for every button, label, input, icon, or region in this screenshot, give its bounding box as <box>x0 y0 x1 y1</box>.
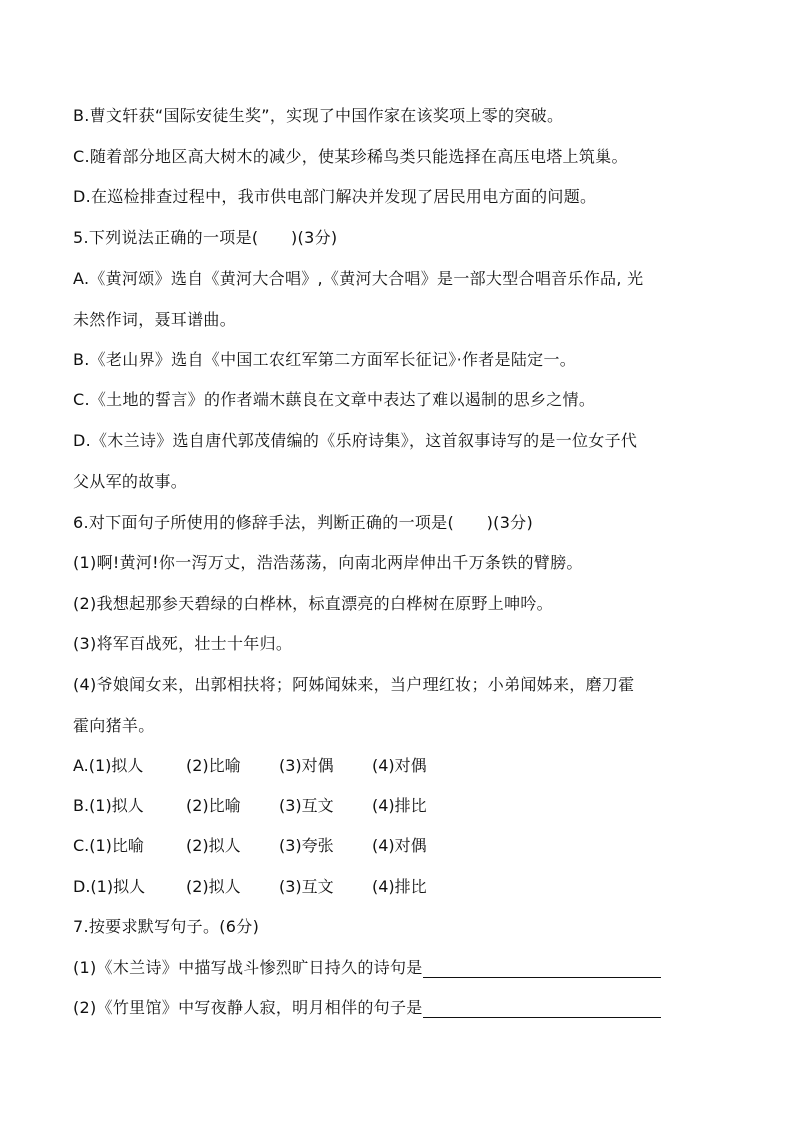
q4-option-b: B.曹文轩获“国际安徒生奖”，实现了中国作家在该奖项上零的突破。 <box>73 106 564 125</box>
q6-sentence-4-line2: 霍向猪羊。 <box>73 716 155 735</box>
q6-option-c <box>73 836 452 856</box>
q7-prompt-1 <box>73 958 733 978</box>
option-c-part-2: (2)拟人 <box>186 836 241 855</box>
q6-option-a <box>73 756 452 776</box>
q6-option-b <box>73 796 452 816</box>
option-b-part-4: (4)排比 <box>372 796 427 815</box>
q6-stem: 6.对下面句子所使用的修辞手法，判断正确的一项是( )(3分) <box>73 513 534 532</box>
q5-stem: 5.下列说法正确的一项是( )(3分) <box>73 228 338 247</box>
q7-prompt-2-text: (2)《竹里馆》中写夜静人寂，明月相伴的句子是 <box>73 998 423 1017</box>
option-c-part-1: C.(1)比喻 <box>73 836 144 855</box>
option-b-part-2: (2)比喻 <box>186 796 241 815</box>
q6-sentence-1: (1)啊!黄河!你一泻万丈，浩浩荡荡，向南北两岸伸出千万条铁的臂膀。 <box>73 553 583 572</box>
option-d-part-2: (2)拟人 <box>186 877 241 896</box>
q4-option-d: D.在巡检排查过程中，我市供电部门解决并发现了居民用电方面的问题。 <box>73 187 597 206</box>
q6-option-d <box>73 877 452 897</box>
option-a-part-1: A.(1)拟人 <box>73 756 144 775</box>
q5-option-a-line2: 未然作词，聂耳谱曲。 <box>73 310 237 329</box>
q5-option-d-line2: 父从军的故事。 <box>73 472 188 491</box>
option-b-part-1: B.(1)拟人 <box>73 796 144 815</box>
answer-blank-1[interactable] <box>423 959 661 978</box>
option-a-part-3: (3)对偶 <box>279 756 334 775</box>
option-d-part-1: D.(1)拟人 <box>73 877 146 896</box>
option-a-part-4: (4)对偶 <box>372 756 427 775</box>
q6-sentence-4-line1: (4)爷娘闻女来，出郭相扶将；阿姊闻妹来，当户理红妆；小弟闻姊来，磨刀霍 <box>73 675 635 694</box>
q7-stem: 7.按要求默写句子。(6分) <box>73 917 260 936</box>
q5-option-b: B.《老山界》选自《中国工农红军第二方面军长征记》·作者是陆定一。 <box>73 350 577 369</box>
option-c-part-4: (4)对偶 <box>372 836 427 855</box>
q7-prompt-2 <box>73 998 733 1018</box>
option-d-part-3: (3)互文 <box>279 877 334 896</box>
q6-sentence-3: (3)将军百战死，壮士十年归。 <box>73 634 293 653</box>
option-a-part-2: (2)比喻 <box>186 756 241 775</box>
option-b-part-3: (3)互文 <box>279 796 334 815</box>
q5-option-a-line1: A.《黄河颂》选自《黄河大合唱》,《黄河大合唱》是一部大型合唱音乐作品, 光 <box>73 269 644 288</box>
q4-option-c: C.随着部分地区高大树木的减少，使某珍稀鸟类只能选择在高压电塔上筑巢。 <box>73 147 628 166</box>
q5-option-c: C.《土地的誓言》的作者端木蕻良在文章中表达了难以遏制的思乡之情。 <box>73 390 596 409</box>
option-c-part-3: (3)夸张 <box>279 836 334 855</box>
q7-prompt-1-text: (1)《木兰诗》中描写战斗惨烈旷日持久的诗句是 <box>73 958 423 977</box>
option-d-part-4: (4)排比 <box>372 877 427 896</box>
q5-option-d-line1: D.《木兰诗》选自唐代郭茂倩编的《乐府诗集》，这首叙事诗写的是一位女子代 <box>73 431 638 450</box>
q6-sentence-2: (2)我想起那参天碧绿的白桦林，标直漂亮的白桦树在原野上呻吟。 <box>73 594 553 613</box>
answer-blank-2[interactable] <box>423 999 661 1018</box>
